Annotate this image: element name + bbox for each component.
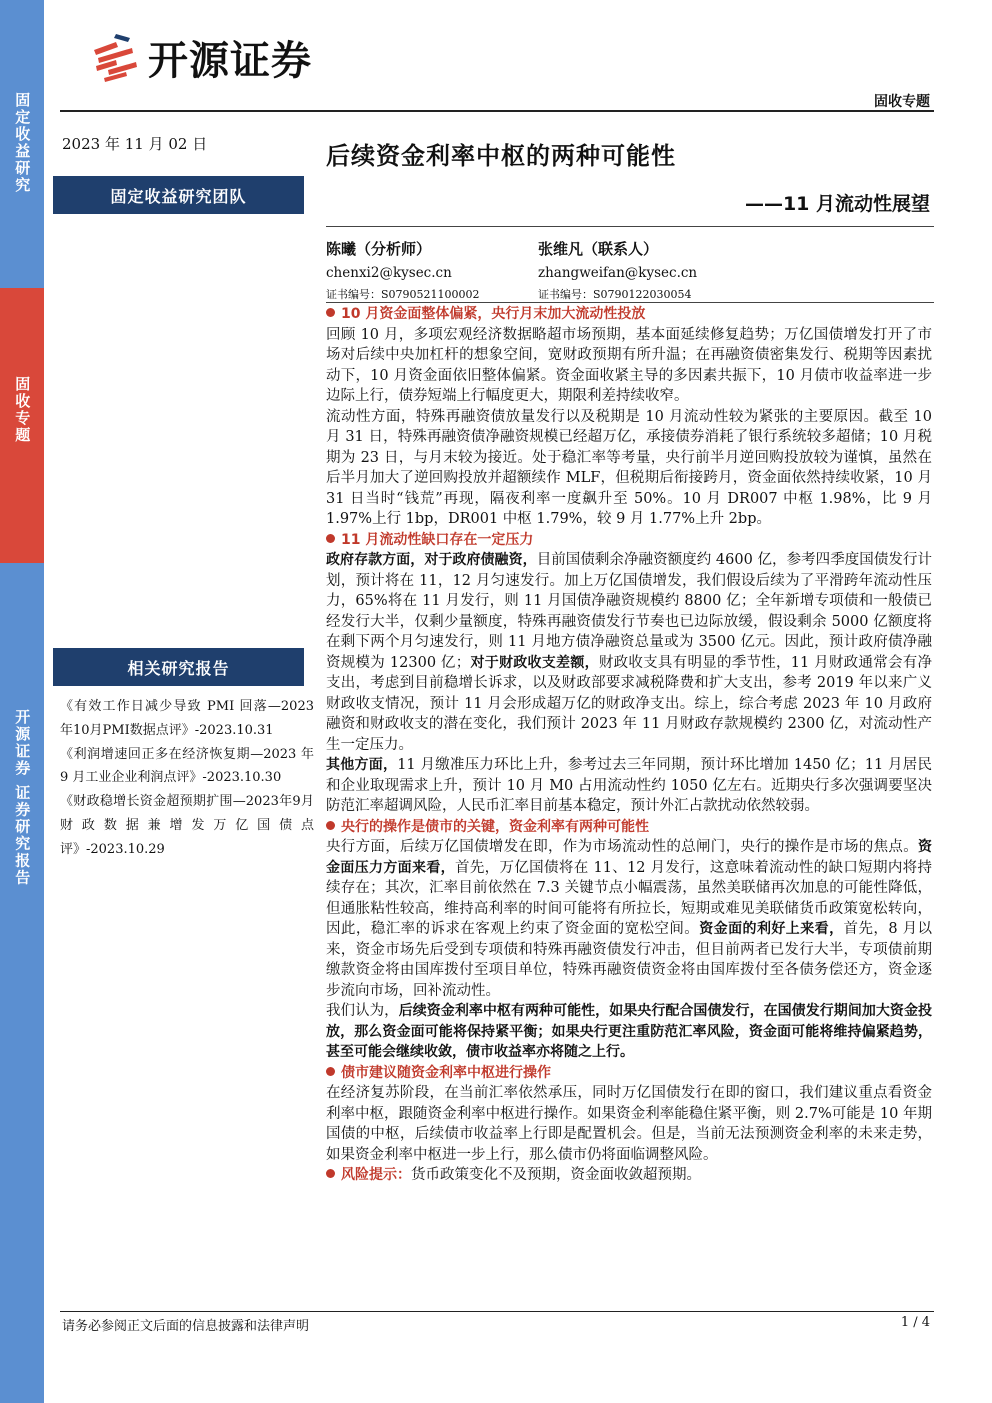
- author-name: 陈曦（分析师）: [326, 240, 432, 258]
- header-category-tag: 固收专题: [874, 94, 930, 110]
- author-name: 张维凡（联系人）: [538, 240, 659, 258]
- bold-phrase: 资金面压力方面来看，: [326, 839, 932, 876]
- section-heading: [326, 530, 932, 551]
- section-heading-text: 债市建议随资金利率中枢进行操作: [341, 1064, 551, 1081]
- team-label-box: 固定收益研究团队: [53, 176, 304, 214]
- related-report-link[interactable]: 《利润增速回正多在经济恢复期—2023 年 9 月工业企业利润点评》-2023.10.30: [60, 746, 314, 786]
- risk-text: 货币政策变化不及预期，资金面收敛超预期。: [411, 1167, 701, 1183]
- bold-phrase: 资金面的利好上来看，: [699, 921, 844, 937]
- author-divider: [326, 302, 934, 303]
- report-date: 2023 年 11 月 02 日: [62, 135, 208, 153]
- text-run: 首先，8 月以来，资金市场先后受到专项债和特殊再融资债发行冲击，但目前两者已发行大半，专项债前期缴款资金将由国库拨付至项目单位，特殊再融资债资金将由国库拨付至各债务偿还方，资金逐步流向市场，回补流动性。: [326, 921, 933, 999]
- risk-warning: [326, 1165, 932, 1186]
- band-label-bottom: 开源证券 证券研究报告: [13, 709, 32, 887]
- text-run: 财政收支具有明显的季节性，11 月财政通常会有净支出，考虑到目前稳增长诉求，以及财政部要求减税降费和扩大支出，参考 2019 年以来广义财政收支情况，预计 11 月会形成超万亿的财政净支出。综上，综合考虑 2023 年 10 月政府融资和财政收支的潜在变化，我们预计 2023 年 11 月财政存款规模约 2300 亿，对流动性产生一定压力。: [326, 654, 932, 753]
- author-email[interactable]: zhangweifan@kysec.cn: [538, 265, 698, 281]
- bold-phrase: 对于财政收支差额，: [470, 654, 599, 671]
- section-heading: [326, 817, 932, 838]
- bullet-icon: [326, 1169, 335, 1178]
- band-section-fixed-income: [0, 0, 44, 288]
- band-section-topic: [0, 288, 44, 563]
- bullet-icon: [326, 1067, 335, 1076]
- risk-label: 风险提示：: [341, 1167, 411, 1183]
- related-reports-heading: 相关研究报告: [53, 648, 304, 686]
- paragraph: [326, 1001, 932, 1063]
- text-run: 11 月缴准压力环比上升，参考过去三年同期，预计环比增加 1450 亿；11 月居民和企业取现需求上升，预计 10 月 M0 占用流动性约 1050 亿左右。近期央行多次强调要坚决防范汇率超调风险，人民币汇率目前基本稳定，预计外汇占款扰动依然较弱。: [326, 757, 932, 814]
- paragraph: [326, 837, 932, 1001]
- bold-phrase: 政府存款方面，对于政府债融资，: [326, 552, 537, 568]
- section-heading: [326, 1063, 932, 1084]
- section-heading-text: 11 月流动性缺口存在一定压力: [341, 531, 534, 548]
- subtitle-divider: [326, 226, 934, 227]
- report-subtitle: ——11 月流动性展望: [744, 193, 930, 215]
- related-reports-list: [60, 695, 314, 861]
- bullet-icon: [326, 534, 335, 543]
- header-divider: [60, 110, 934, 112]
- related-report-link[interactable]: 《有效工作日减少导致 PMI 回落—2023 年10月PMI数据点评》-2023.10.31: [60, 699, 314, 738]
- footer-divider: [60, 1311, 934, 1312]
- logo-text: 开源证券: [148, 37, 312, 84]
- author-card: [538, 238, 697, 302]
- bold-phrase: 后续资金利率中枢有两种可能性，如果央行配合国债发行，在国债发行期间加大资金投放，那么资金面可能将保持紧平衡；如果央行更注重防范汇率风险，资金面可能将维持偏紧趋势，甚至可能会继续收敛，债市收益率亦将随之上行。: [326, 1003, 933, 1060]
- text-run: 央行方面，后续万亿国债增发在即，作为市场流动性的总闸门，央行的操作是市场的焦点。: [326, 839, 918, 855]
- report-body: [326, 304, 932, 1186]
- paragraph: 流动性方面，特殊再融资债放量发行以及税期是 10 月流动性较为紧张的主要原因。截至 10 月 31 日，特殊再融资债净融资规模已经超万亿，承接债券消耗了银行系统较多超储；10 月税期为 23 日，与月末较为接近。处于稳汇率等考量，央行前半月逆回购投放较为谨慎，虽然在后半月加大了逆回购投放并超额续作 MLF，但税期后衔接跨月，资金面依然持续收紧，10 月 31 日当时“钱荒”再现，隔夜利率一度飙升至 50%。10 月 DR007 中枢 1.98%，比 9 月 1.97%上行 1bp，DR001 中枢 1.79%，较 9 月 1.77%上升 2bp。: [326, 408, 932, 527]
- bullet-icon: [326, 821, 335, 830]
- author-email[interactable]: chenxi2@kysec.cn: [326, 265, 452, 281]
- section-heading-text: 10 月资金面整体偏紧，央行月末加大流动性投放: [341, 306, 646, 322]
- author-card: [326, 238, 480, 302]
- paragraph: [326, 755, 932, 817]
- author-cert: 证书编号：S0790521100002: [326, 288, 480, 301]
- band-section-brand: [0, 563, 44, 1403]
- text-run: 我们认为，: [326, 1003, 399, 1019]
- section-heading: [326, 304, 932, 325]
- bold-phrase: 其他方面，: [326, 757, 398, 773]
- bullet-icon: [326, 308, 335, 317]
- side-band: [0, 0, 44, 1403]
- paragraph: [326, 550, 932, 755]
- text-run: 首先，万亿国债将在 11、12 月发行，这意味着流动性的缺口短期内将持续存在；其次，汇率目前依然在 7.3 关键节点小幅震荡，虽然美联储再次加息的可能性降低，但通胀粘性较高，维持高利率的时间可能将有所拉长，短期或难见美联储货币政策宽松转向，因此，稳汇率的诉求在客观上约束了资金面的宽松空间。: [326, 859, 932, 937]
- band-label-middle: 固收专题: [13, 376, 32, 444]
- section-heading-text: 央行的操作是债市的关键，资金利率有两种可能性: [341, 818, 649, 835]
- band-label-top: 固定收益研究: [13, 92, 32, 194]
- footer-disclaimer: 请务必参阅正文后面的信息披露和法律声明: [62, 1319, 310, 1334]
- report-title: 后续资金利率中枢的两种可能性: [326, 142, 676, 170]
- related-report-link[interactable]: 《财政稳增长资金超预期扩围—2023年9月财政数据兼增发万亿国债点评》-2023.10.29: [60, 794, 314, 857]
- page-number: 1 / 4: [900, 1315, 930, 1330]
- paragraph: 回顾 10 月，多项宏观经济数据略超市场预期，基本面延续修复趋势；万亿国债增发打开了市场对后续中央加杠杆的想象空间，宽财政预期有所升温；在再融资债密集发行、税期等因素扰动下，10 月资金面依旧整体偏紧。资金面收紧主导的多因素共振下，10 月债市收益率进一步边际上行，债券短端上行幅度更大，期限利差持续收窄。: [326, 326, 932, 404]
- author-cert: 证书编号：S0790122030054: [538, 288, 692, 301]
- company-logo: [86, 28, 312, 86]
- logo-mark-icon: [86, 28, 144, 86]
- paragraph: 在经济复苏阶段，在当前汇率依然承压，同时万亿国债发行在即的窗口，我们建议重点看资金利率中枢，跟随资金利率中枢进行操作。如果资金利率能稳住紧平衡，则 2.7%可能是 10 年期国债的中枢，后续债市收益率上行即是配置机会。但是，当前无法预测资金利率的未来走势，如果资金利率中枢进一步上行，那么债市仍将面临调整风险。: [326, 1085, 932, 1163]
- text-run: 目前国债剩余净融资额度约 4600 亿，参考四季度国债发行计划，预计将在 11，12 月匀速发行。加上万亿国债增发，我们假设后续为了平滑跨年流动性压力，65%将在 11 月发行，则 11 月国债净融资规模约 8800 亿；全年新增专项债和一般债已经发行大半，仅剩少量额度，特殊再融资债发行节奏也已边际放缓，假设剩余 5000 亿额度将在剩下两个月匀速发行，则 11 月地方债净融资总量或为 3500 亿元。因此，预计政府债净融资规模为 12300 亿；: [326, 552, 932, 671]
